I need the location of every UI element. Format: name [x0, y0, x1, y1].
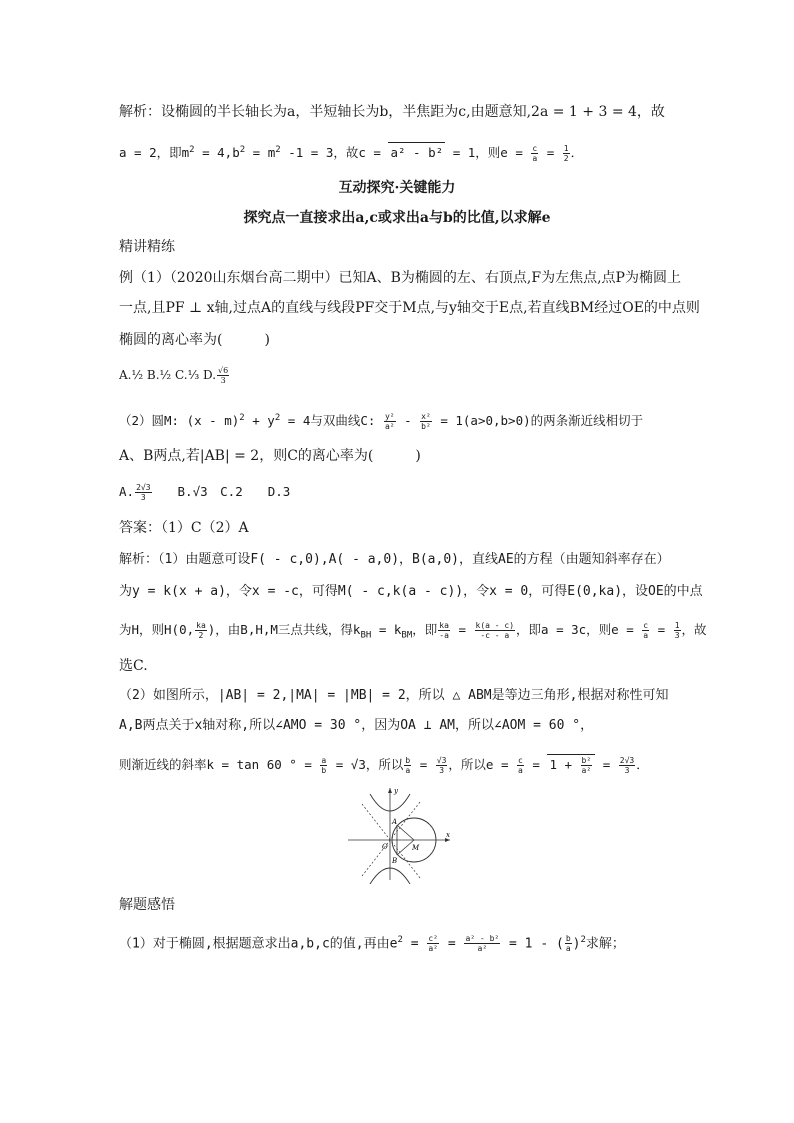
- solution-3-line-3: 则渐近线的斜率k = tan 60 ° = $\frac{a}{b}$ = √3，所以 $\frac{b}{a}$ = $\frac{√3}{3}$ ，所以e = $\frac{c}{a}$ = 1 + $\frac{\text{b²}}{\text{a²}}$ = $\frac{2√3}{3}$ ．: [119, 756, 649, 775]
- figure-svg: [342, 784, 454, 884]
- section-title: 互动探究·关键能力: [338, 180, 456, 196]
- label-O: O: [382, 843, 388, 851]
- label-A: A: [392, 818, 398, 826]
- solution-2-line-1: 解析：（1）由题意可设F( - c,0),A( - a,0)，B(a,0)，直线AE的方程（由题知斜率存在）: [119, 552, 670, 567]
- solution-line-1: 解析：设椭圆的半长轴长为a，半短轴长为b，半焦距为c,由题意知,2a = 1 + 3 = 4，故: [119, 104, 665, 120]
- solution-3-line-2: A,B两点关于x轴对称,所以∠AMO = 30 °，因为OA ⊥ AM，所以∠AOM = 60 °，: [119, 718, 594, 733]
- example-part-2-line-2: A、B两点,若|AB| = 2，则C的离心率为( ): [119, 448, 421, 464]
- options-1: A.½ B.½ C.⅓ D. $\frac{√6}{3}$: [119, 366, 229, 385]
- y-axis-arrow: [388, 788, 392, 793]
- options-2: A. $\frac{2√3}{3}$ B.√3 C.2 D.3: [119, 483, 291, 502]
- asymptote-2: [362, 804, 420, 878]
- label-y: y: [394, 787, 398, 795]
- segment-AM: [397, 825, 414, 840]
- example-line-2: 一点,且PF ⊥ x轴,过点A的直线与线段PF交于M点,与y轴交于E点,若直线BM经过OE的中点则: [119, 300, 700, 316]
- solution-3-line-1: （2）如图所示，|AB| = 2,|MA| = |MB| = 2，所以 △ ABM是等边三角形,根据对称性可知: [119, 688, 669, 703]
- insight-heading: 解题感悟: [119, 897, 175, 913]
- solution-2-line-2: 为y = k(x + a)，令x = -c，可得M( - c,k(a - c))，令x = 0，可得E(0,ka)，设OE的中点: [119, 584, 703, 599]
- hyperbola-circle-figure: [342, 784, 454, 888]
- asymptote-1: [362, 802, 420, 876]
- answer-line: 答案：（1）C（2）A: [119, 520, 249, 536]
- solution-line-2: a = 2，即$m^2 = 4,b^2 = m^2$ -1 = 3，故c = a² - b² = 1，则e = $\frac{c}{a}$ = $\frac{1}{2}$ ．: [119, 144, 584, 164]
- insight-line-1: （1）对于椭圆,根据题意求出a,b,c的值,再由$e^2$ = $\frac{\text{c²}}{\text{a²}}$ = $\frac{\text{a² - b²}}{\text{a²}}$ = 1 - ( $\frac{b}{a}$ )$^2$求解；: [119, 934, 625, 954]
- heading-jingjiang: 精讲精练: [119, 239, 175, 255]
- example-line-3: 椭圆的离心率为( ): [119, 332, 270, 348]
- solution-2-line-3: 为H，则H(0, $\frac{ka}{2}$ )，由B,H,M三点共线，得$k_{BH} = k_{BM}$，即 $\frac{ka}{-a}$ = $\frac{k(a - c)}{-c - a}$ ，即a = 3c，则e = $\frac{c}{a}$ = $\frac{1}{3}$ ，故: [119, 621, 707, 641]
- solution-2-line-4: 选C.: [119, 658, 148, 674]
- example-part-2-line-1: （2）圆M: $(x - m)^2 + y^2 = 4$与双曲线C: $\frac{\text{y²}}{\text{a²}}$ - $\frac{\text{x²}}{\text{b²}}$ = 1(a>0,b>0)的两条渐近线相切于: [119, 412, 644, 432]
- label-B: B: [392, 857, 398, 865]
- label-M: M: [412, 844, 420, 852]
- subsection-title: 探究点一直接求出a,c或求出a与b的比值,以求解e: [243, 210, 551, 226]
- label-x: x: [446, 831, 450, 839]
- example-line-1: 例（1）（2020山东烟台高二期中）已知A、B为椭圆的左、右顶点,F为左焦点,点P为椭圆上: [119, 270, 681, 286]
